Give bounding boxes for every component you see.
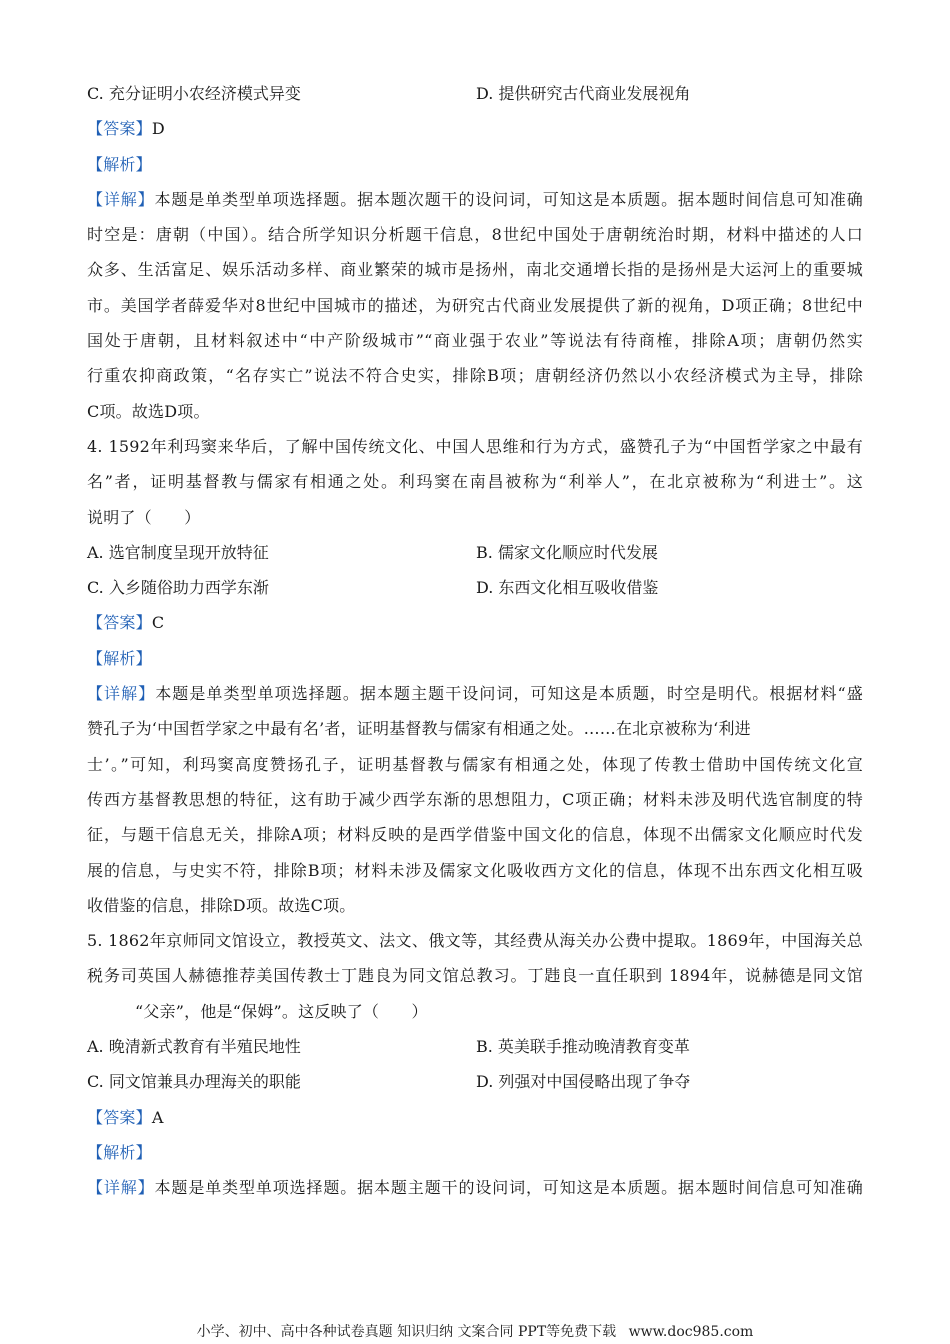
detail-tag: 【详解】: [87, 189, 155, 209]
q4-detail: [87, 676, 863, 923]
q4-option-b: B. 儒家文化顺应时代发展: [476, 542, 658, 562]
q5-stem: [87, 923, 863, 1029]
stem-line: “父亲”，他是“保姆”。这反映了（ ）: [135, 1001, 428, 1021]
q3-option-c: C. 充分证明小农经济模式异变: [87, 84, 301, 103]
q5-option-a: A. 晚清新式教育有半殖民地性: [87, 1037, 301, 1057]
answer-value: A: [151, 1107, 164, 1127]
q5-option-c: C. 同文馆兼具办理海关的职能: [87, 1072, 301, 1092]
q4-options-cd: [87, 570, 863, 605]
answer-value: C: [151, 613, 165, 633]
detail-line: 时空是：唐朝（中国）。结合所学知识分析题干信息，8世纪中国处于唐朝统治时期，材料中描述的人口: [87, 225, 863, 245]
stem-line: 5. 1862年京师同文馆设立，教授英文、法文、俄文等，其经费从海关办公费中提取。1869年，中国海关总: [87, 931, 863, 951]
detail-line: 国处于唐朝，且材料叙述中“中产阶级城市”“商业强于农业”等说法有待商榷，排除A项；唐朝仍然实: [87, 331, 863, 351]
q3-option-d: D. 提供研究古代商业发展视角: [476, 84, 691, 103]
stem-line: 税务司英国人赫德推荐美国传教士丁韪良为同文馆总教习。丁韪良一直任职到 1894年，说赫德是同文馆: [87, 966, 863, 986]
detail-line: 征，与题干信息无关，排除A项；材料反映的是西学借鉴中国文化的信息，体现不出儒家文化顺应时代发: [87, 825, 863, 845]
answer-tag: 【答案】: [87, 1107, 152, 1127]
document-page: [87, 76, 863, 1206]
q4-analysis: [87, 641, 863, 676]
detail-line: 【详解】本题是单类型单项选择题。据本题主题干的设问词，可知这是本质题。据本题时间信息可知准确: [87, 1178, 863, 1198]
q5-option-b: B. 英美联手推动晚清教育变革: [476, 1037, 690, 1057]
detail-line: C项。故选D项。: [87, 401, 210, 421]
detail-line: 士’。”可知，利玛窦高度赞扬孔子，证明基督教与儒家有相通之处，体现了传教士借助中国传统文化宣: [87, 754, 863, 774]
q5-answer: [87, 1100, 863, 1135]
analysis-tag: 【解析】: [87, 1142, 152, 1162]
detail-line: 传西方基督教思想的特征，这有助于减少西学东渐的思想阻力，C项正确；材料未涉及明代选官制度的特: [87, 789, 863, 809]
q3-answer: [87, 111, 863, 146]
q5-options-ab: [87, 1029, 863, 1064]
detail-line: 收借鉴的信息，排除D项。故选C项。: [87, 895, 356, 915]
q4-option-c: C. 入乡随俗助力西学东渐: [87, 578, 269, 598]
q5-analysis: [87, 1135, 863, 1170]
q4-option-d: D. 东西文化相互吸收借鉴: [476, 578, 659, 598]
q3-analysis: [87, 147, 863, 182]
detail-line: 【详解】本题是单类型单项选择题。据本题次题干的设问词，可知这是本质题。据本题时间信息可知准确: [87, 189, 863, 209]
detail-line: 【详解】本题是单类型单项选择题。据本题主题干设问词，可知这是本质题，时空是明代。根据材料“盛: [87, 684, 863, 704]
stem-line: 说明了（ ）: [87, 507, 201, 527]
answer-tag: 【答案】: [87, 119, 152, 139]
analysis-tag: 【解析】: [87, 648, 152, 668]
q3-detail: [87, 182, 863, 429]
answer-value: D: [151, 119, 165, 139]
q4-option-a: A. 选官制度呈现开放特征: [87, 542, 269, 562]
detail-line: 展的信息，与史实不符，排除B项；材料未涉及儒家文化吸收西方文化的信息，体现不出东西文化相互吸: [87, 860, 863, 880]
q5-detail: [87, 1170, 863, 1205]
analysis-tag: 【解析】: [87, 154, 152, 174]
detail-tag: 【详解】: [87, 1178, 155, 1198]
detail-tag: 【详解】: [87, 684, 156, 704]
answer-tag: 【答案】: [87, 613, 152, 633]
stem-line: 名”者，证明基督教与儒家有相通之处。利玛窦在南昌被称为“利举人”，在北京被称为“利进士”。这: [87, 472, 863, 492]
page-footer: [0, 1322, 950, 1342]
q4-answer: [87, 605, 863, 640]
footer-text: 小学、初中、高中各种试卷真题 知识归纳 文案合同 PPT等免费下载: [196, 1324, 617, 1340]
q3-options-cd: [87, 76, 863, 111]
q4-options-ab: [87, 535, 863, 570]
footer-site-link[interactable]: www.doc985.com: [628, 1324, 754, 1340]
detail-line: 行重农抑商政策，“名存实亡”说法不符合史实，排除B项；唐朝经济仍然以小农经济模式为主导，排除: [87, 366, 863, 386]
q4-stem: [87, 429, 863, 535]
q5-options-cd: [87, 1064, 863, 1099]
detail-line: 赞孔子为‘中国哲学家之中最有名’者，证明基督教与儒家有相通之处。……在北京被称为‘利进: [87, 719, 751, 739]
q5-option-d: D. 列强对中国侵略出现了争夺: [476, 1072, 691, 1092]
detail-line: 市。美国学者薛爱华对8世纪中国城市的描述，为研究古代商业发展提供了新的视角，D项正确；8世纪中: [87, 295, 863, 315]
stem-line: 4. 1592年利玛窦来华后，了解中国传统文化、中国人思维和行为方式，盛赞孔子为“中国哲学家之中最有: [87, 436, 863, 456]
detail-line: 众多、生活富足、娱乐活动多样、商业繁荣的城市是扬州，南北交通增长指的是扬州是大运河上的重要城: [87, 260, 863, 280]
